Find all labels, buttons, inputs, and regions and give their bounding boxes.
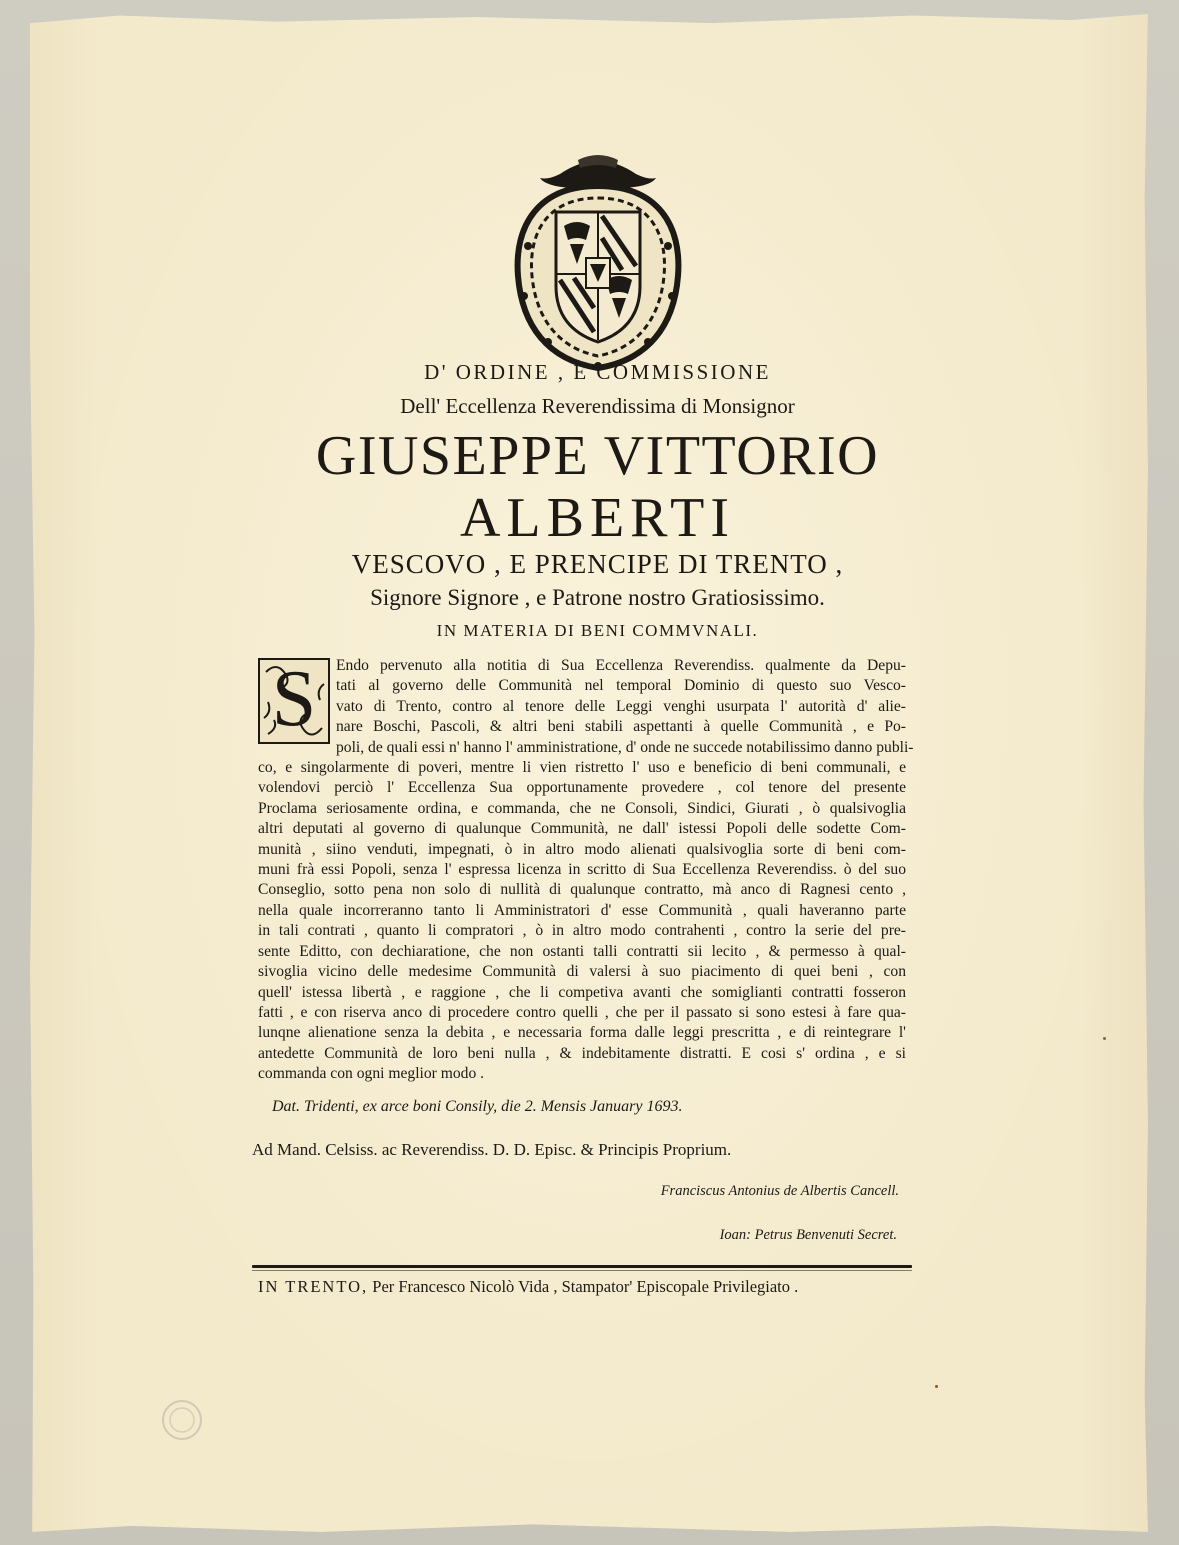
- paper-speck: [935, 1385, 938, 1388]
- text-line: nare Boschi, Pascoli, & altri beni stabili aspettanti à quelle Communità , e Po-: [336, 718, 906, 736]
- text-line: altri deputati al governo di qualunque Communità, ne dall' istessi Popoli delle sodette Com-: [258, 820, 906, 838]
- text-line: co, e singolarmente di poveri, mentre li vien ristretto l' uso e beneficio di beni communali, e: [258, 759, 906, 777]
- text-line: volendovi perciò l' Eccellenza Sua opportunamente provedere , col tenore del presente: [258, 779, 906, 797]
- imprint-rule-thin: [252, 1270, 912, 1271]
- decorated-initial: [258, 655, 330, 744]
- drop-cap-letter: S: [271, 655, 317, 743]
- text-line: vato di Trento, contro al tenore delle Leggi venghi usurpata l' autorità d' alie-: [336, 697, 906, 715]
- text-line: Conseglio, sotto pena non solo di nullità di qualunque contratto, mà anco di Ragnesi cento ,: [258, 881, 906, 899]
- proclamation-body: [258, 655, 914, 1085]
- text-line: in tali contrati , quanto li compratori , ò in altro modo contrahenti , contro la serie del pre-: [258, 922, 906, 940]
- mandate-line: Ad Mand. Celsiss. ac Reverendiss. D. D. Episc. & Principis Proprium.: [252, 1140, 732, 1159]
- library-stamp-icon: [160, 1398, 204, 1442]
- text-line: Endo pervenuto alla notitia di Sua Eccellenza Reverendiss. qualmente da Depu-: [336, 657, 906, 674]
- imprint-city: IN TRENTO,: [258, 1277, 369, 1296]
- imprint-printer: Per Francesco Nicolò Vida , Stampator' Episcopale Privilegiato .: [372, 1277, 799, 1296]
- signore-line: Signore Signore , e Patrone nostro Gratiosissimo.: [370, 585, 825, 610]
- paper-speck: [1103, 1037, 1106, 1040]
- heading-excellency-line: Dell' Eccellenza Reverendissima di Monsignor: [400, 394, 795, 418]
- text-line: nella quale incorreranno tanto li Amministratori d' esse Communità , quali haveranno parte: [258, 901, 906, 919]
- heading-order-commission: D' ORDINE , E COMMISSIONE: [424, 360, 771, 384]
- secretary-signature: Ioan: Petrus Benvenuti Secret.: [719, 1227, 897, 1243]
- text-line: munità , siino venduti, impegnati, ò in altro modo alienati qualsivoglia sorte di beni com-: [258, 840, 906, 858]
- text-line: tati al governo delle Communità nel temporal Dominio di questo suo Vesco-: [336, 677, 906, 695]
- text-line: commanda con ogni meglior modo .: [258, 1065, 485, 1083]
- imprint-rule: [252, 1265, 912, 1268]
- text-line: sivoglia vicino delle medesime Communità di valersi à suo piacimento di quei beni , con: [258, 963, 906, 981]
- subject-heading: IN MATERIA DI BENI COMMVNALI.: [436, 621, 759, 640]
- date-line: Dat. Tridenti, ex arce boni Consily, die 2. Mensis January 1693.: [272, 1098, 683, 1115]
- text-line: muni frà essi Popoli, senza l' espressa licenza in scritto di Sua Eccellenza Reverendiss. ò del suo: [258, 861, 906, 879]
- text-line: lunqne alienatione senza la debita , e necessaria forma dalle leggi prescritta , e di reintegrare l': [258, 1024, 906, 1042]
- bishop-title: VESCOVO , E PRENCIPE DI TRENTO ,: [351, 549, 844, 579]
- text-line: quell' istessa libertà , e raggione , che li competiva avanti che somiglianti contratti fosseron: [258, 983, 906, 1001]
- bishop-name-first: GIUSEPPE VITTORIO: [315, 425, 880, 487]
- text-line: poli, de quali essi n' hanno l' amministratione, d' onde ne succede notabilissimo danno publi-: [336, 738, 914, 756]
- chancellor-signature: Franciscus Antonius de Albertis Cancell.: [660, 1183, 899, 1199]
- proclamation-text: [258, 656, 914, 1085]
- text-line: antedette Communità de loro beni nulla , & indebitamente distratti. E cosi s' ordina , e si: [258, 1044, 906, 1062]
- printer-imprint: [258, 1277, 798, 1297]
- text-line: Proclama seriosamente ordina, e commanda, che ne Consoli, Sindici, Giurati , ò qualsivoglia: [258, 799, 906, 817]
- coat-of-arms-emblem: [498, 146, 698, 374]
- bishop-name-last: ALBERTI: [459, 487, 736, 549]
- text-line: fatti , e con riserva anco di procedere contro quelli , che per il passato si sono estesi à fare qua-: [258, 1003, 906, 1021]
- text-line: sente Editto, con dechiaratione, che non ostanti talli contratti sii lecito , & permesso à qual-: [258, 942, 906, 960]
